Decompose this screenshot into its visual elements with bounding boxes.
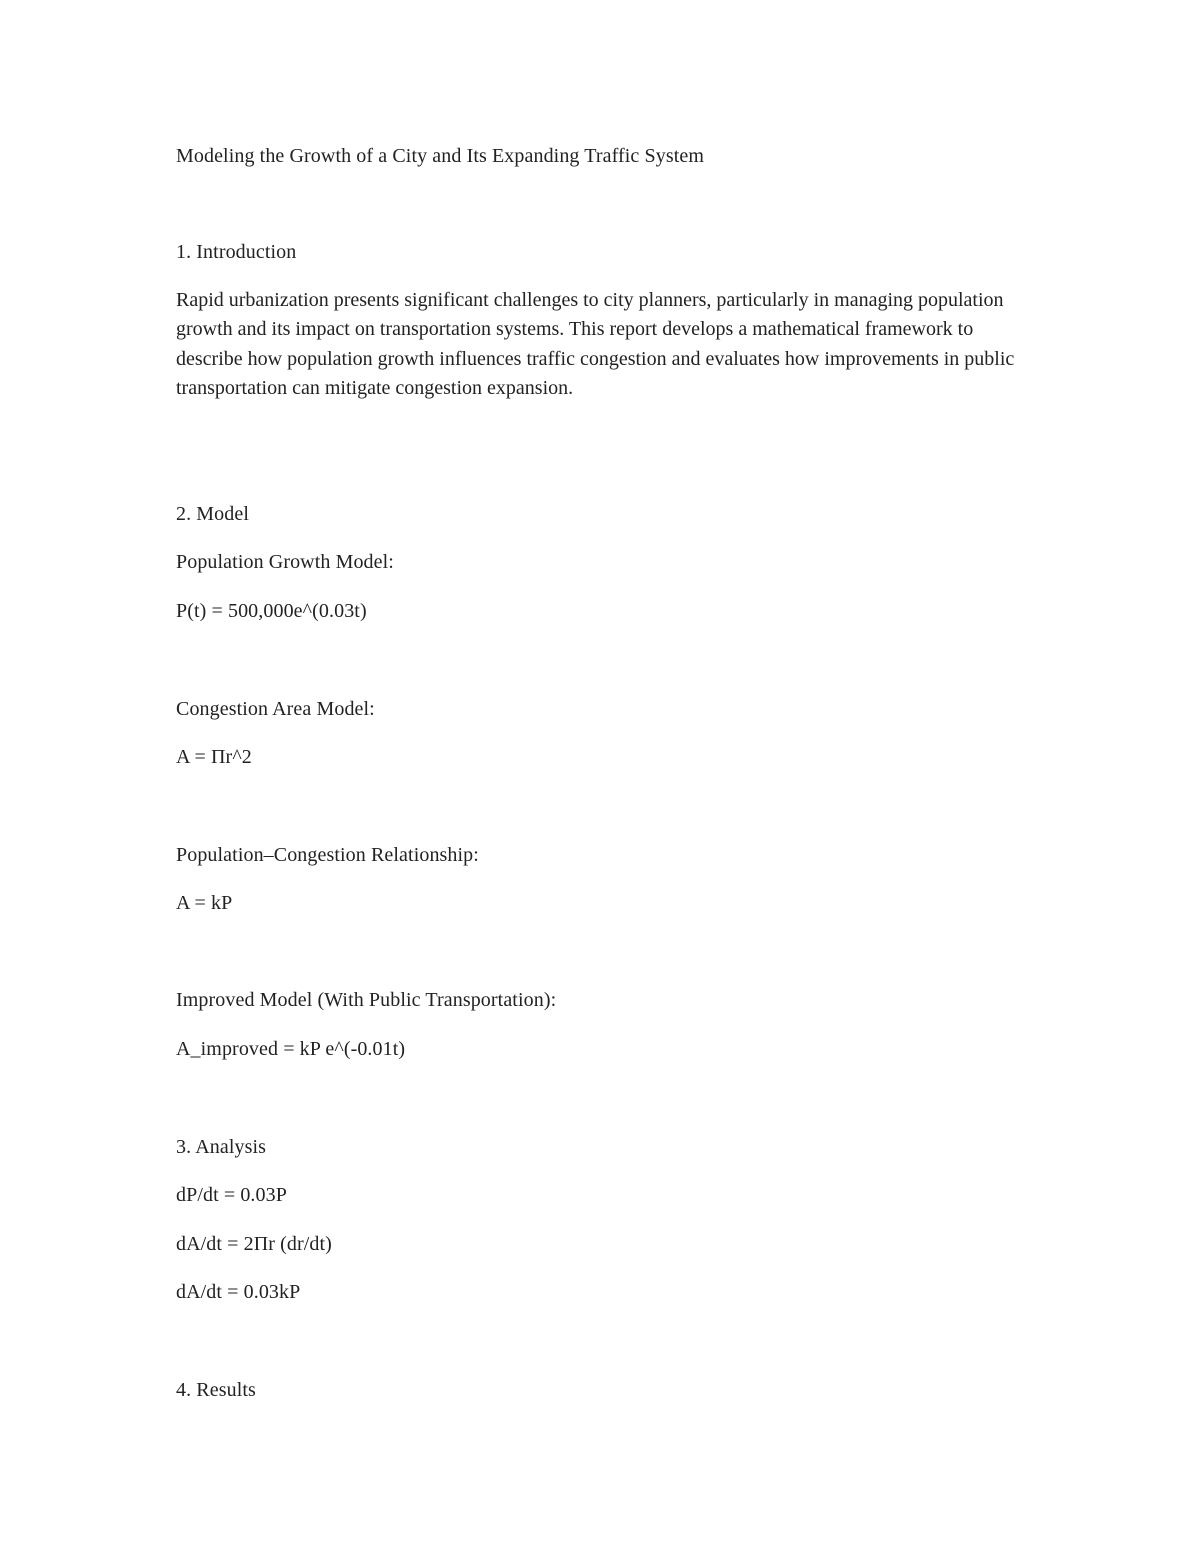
congestion-model-equation: A = Πr^2	[176, 746, 252, 768]
improved-model-equation: A_improved = kP e^(-0.01t)	[176, 1038, 406, 1060]
population-model-equation: P(t) = 500,000e^(0.03t)	[176, 600, 367, 622]
section-heading-model: 2. Model	[176, 503, 250, 525]
improved-model-label: Improved Model (With Public Transportation):	[176, 989, 557, 1011]
congestion-model-label: Congestion Area Model:	[176, 698, 375, 720]
introduction-paragraph: Rapid urbanization presents significant challenges to city planners, particularly in managing population growth and its impact on transportation systems. This report develops a mathematical framework to describe how population growth influences traffic congestion and evaluates how improvements in public transportation can mitigate congestion expansion.	[176, 289, 1015, 399]
relationship-label: Population–Congestion Relationship:	[176, 844, 479, 866]
analysis-equation-1: dP/dt = 0.03P	[176, 1184, 287, 1206]
section-heading-results: 4. Results	[176, 1379, 256, 1401]
analysis-equation-2: dA/dt = 2Πr (dr/dt)	[176, 1233, 332, 1255]
section-heading-analysis: 3. Analysis	[176, 1136, 266, 1158]
section-heading-introduction: 1. Introduction	[176, 241, 297, 263]
analysis-equation-3: dA/dt = 0.03kP	[176, 1281, 301, 1303]
population-model-label: Population Growth Model:	[176, 551, 394, 573]
relationship-equation: A = kP	[176, 892, 233, 914]
document-title: Modeling the Growth of a City and Its Expanding Traffic System	[176, 145, 705, 167]
